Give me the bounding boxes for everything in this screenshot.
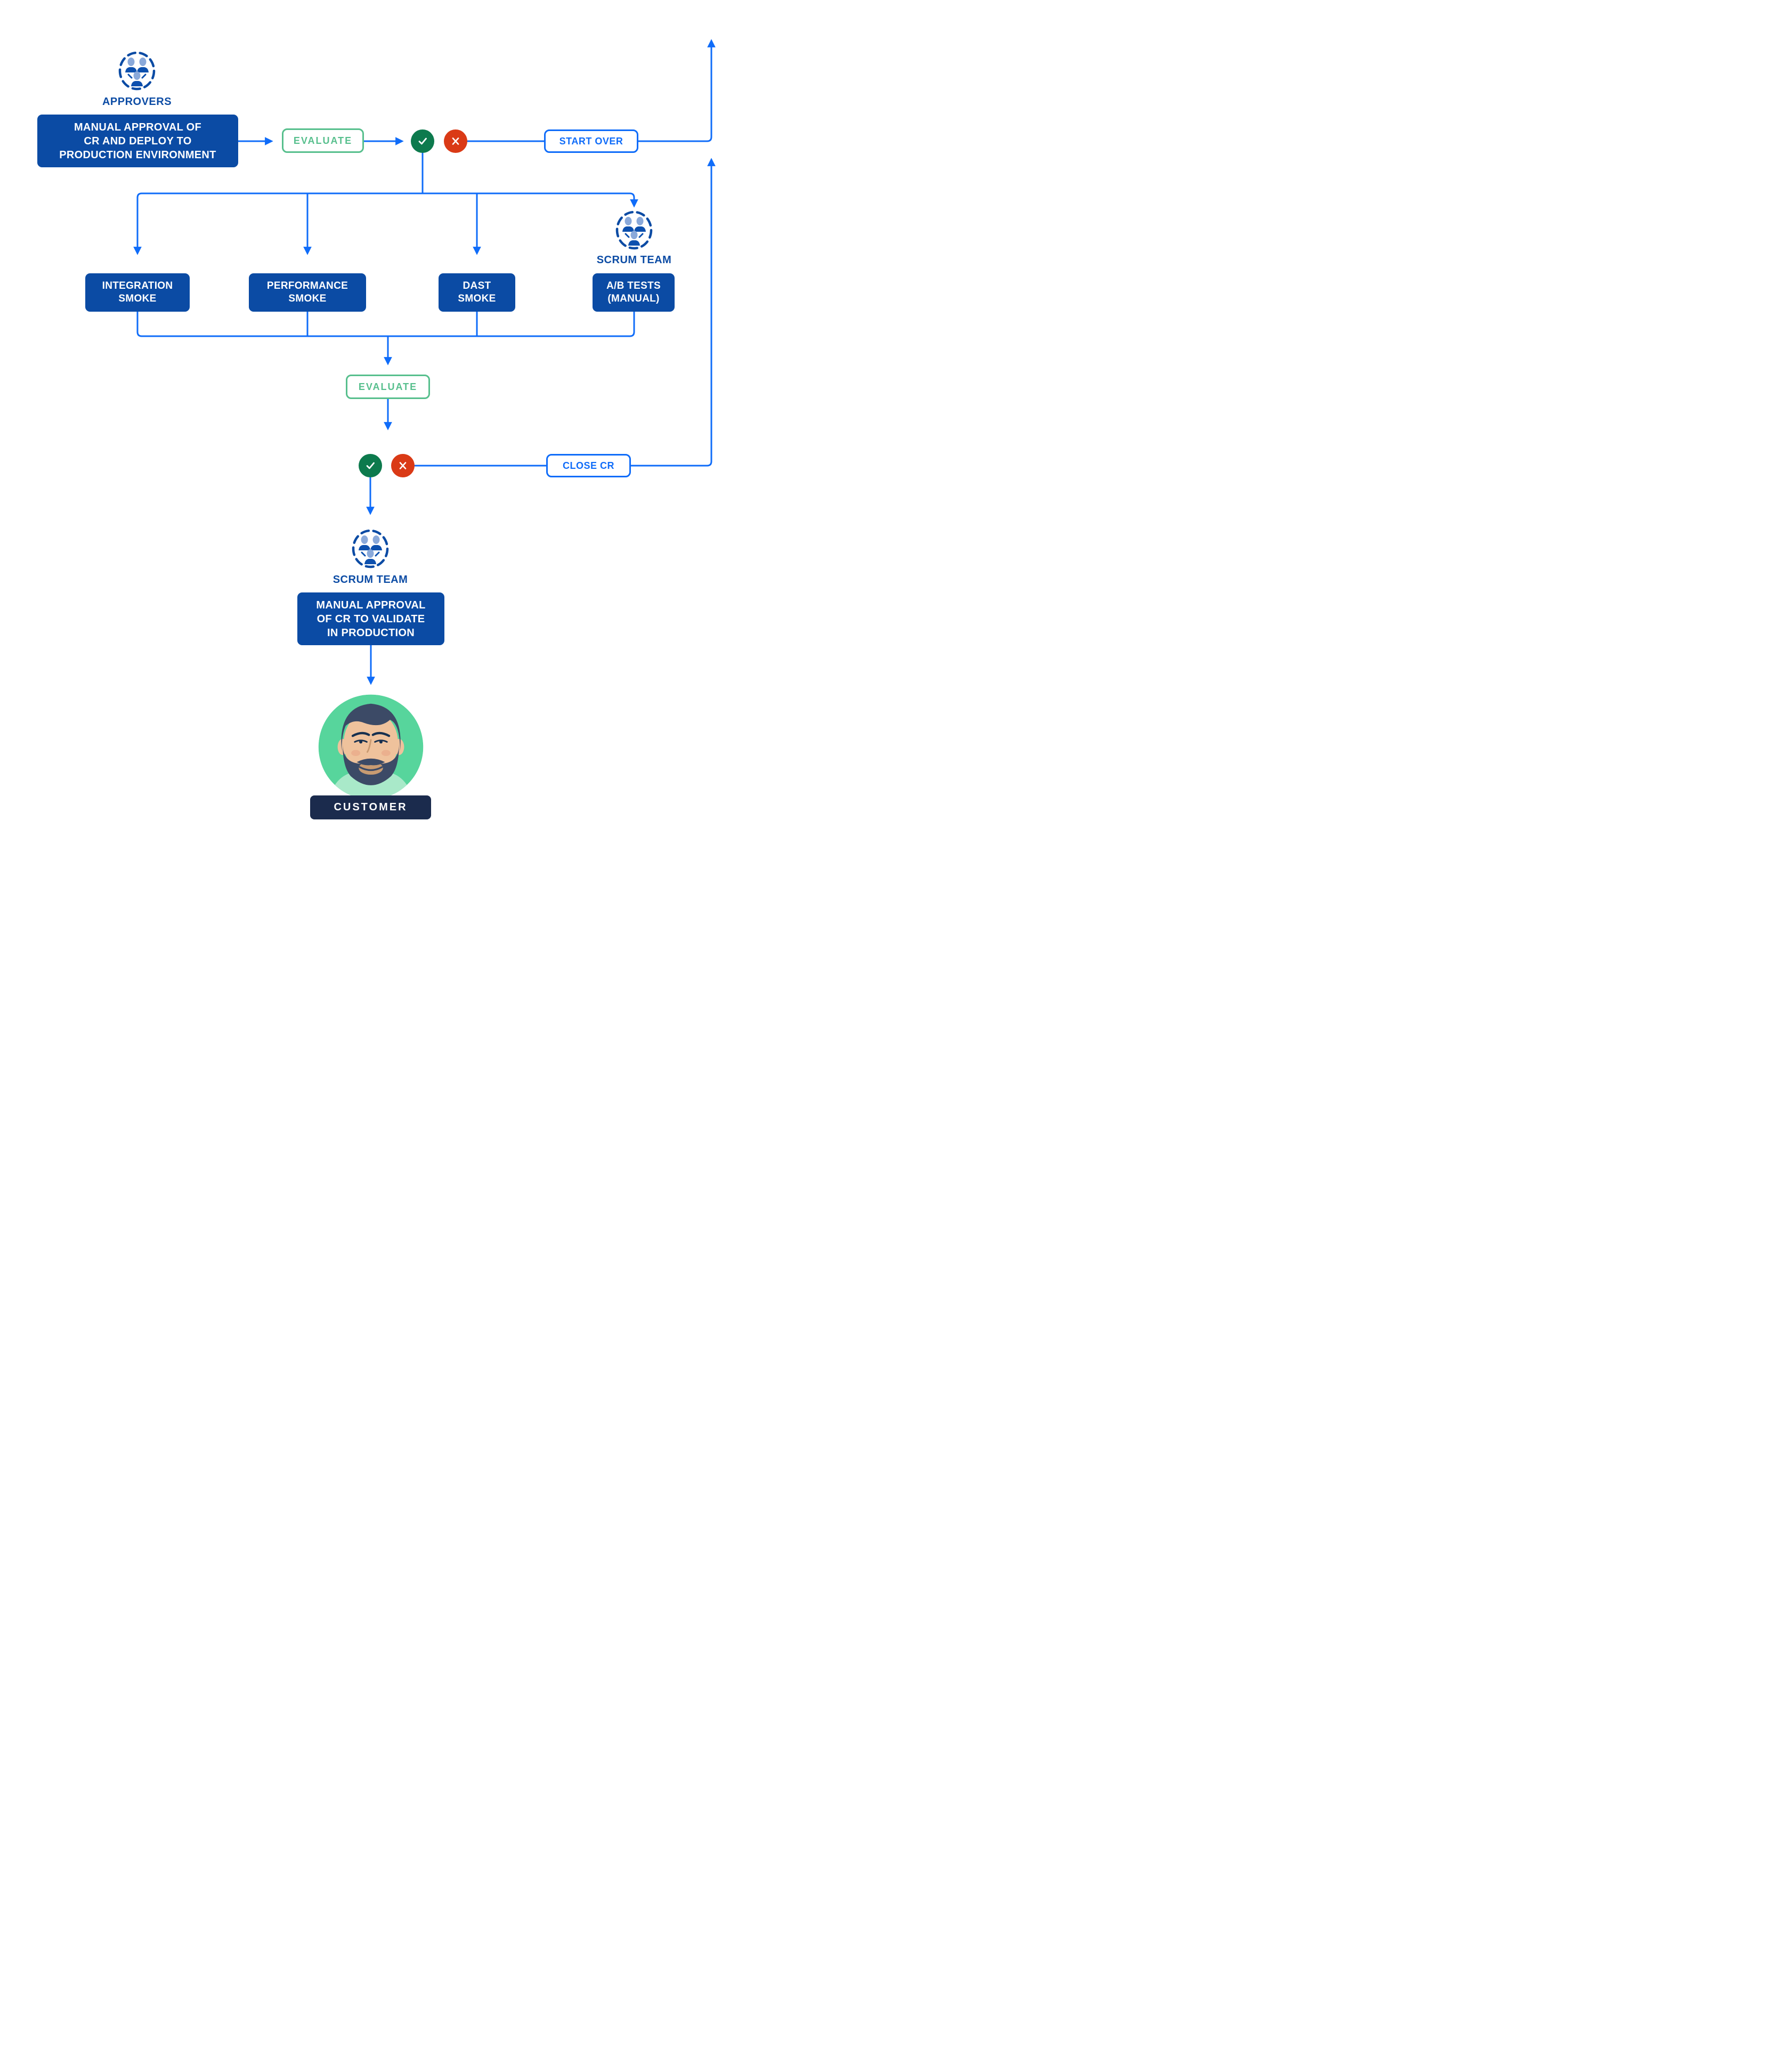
box-line: IN PRODUCTION <box>327 627 415 639</box>
x-icon <box>396 459 409 472</box>
box-line: (MANUAL) <box>607 293 660 304</box>
wire-closecr-loop-up <box>631 160 711 466</box>
reject-result-2 <box>391 454 415 477</box>
approve-result-2 <box>359 454 382 477</box>
approvers-group-icon <box>118 51 156 91</box>
evaluate-gate-2 <box>346 375 430 399</box>
scrum-team-group-icon-top <box>615 210 653 250</box>
box-line: MANUAL APPROVAL OF <box>74 121 202 133</box>
customer-avatar <box>315 692 426 802</box>
box-line: CR AND DEPLOY TO <box>84 135 192 147</box>
wire-startover-loop-up <box>638 42 711 141</box>
check-icon <box>363 459 377 473</box>
x-icon <box>449 135 462 148</box>
dast-smoke-box <box>439 273 515 312</box>
box-line: MANUAL APPROVAL <box>316 599 426 611</box>
start-over-label: START OVER <box>559 135 623 147</box>
customer-label-box <box>310 795 431 819</box>
approvers-label: APPROVERS <box>102 96 172 108</box>
flowchart-canvas <box>0 0 747 854</box>
performance-smoke-box <box>249 273 366 312</box>
check-icon <box>416 134 429 148</box>
ab-tests-manual-box <box>593 273 675 312</box>
start-over-box <box>544 129 638 153</box>
integration-smoke-box <box>85 273 190 312</box>
box-line: PERFORMANCE <box>266 280 348 291</box>
close-cr-label: CLOSE CR <box>562 460 614 471</box>
box-line: SMOKE <box>118 293 157 304</box>
close-cr-box <box>546 454 631 477</box>
wire-branch-bottom <box>137 312 634 336</box>
box-line: DAST <box>463 280 491 291</box>
reject-result-1 <box>444 129 467 153</box>
box-line: INTEGRATION <box>102 280 173 291</box>
wire-branch-top <box>137 193 634 205</box>
evaluate-label: EVALUATE <box>358 381 418 392</box>
scrum-team-group-icon-bottom <box>351 529 390 568</box>
scrum-team-label-bottom: SCRUM TEAM <box>333 574 408 586</box>
approve-result-1 <box>411 129 434 153</box>
box-line: PRODUCTION ENVIRONMENT <box>59 149 216 161</box>
manual-approval-validate-box <box>297 592 444 645</box>
box-line: A/B TESTS <box>606 280 661 291</box>
box-line: SMOKE <box>288 293 327 304</box>
evaluate-label: EVALUATE <box>293 135 353 146</box>
evaluate-gate-1 <box>282 128 364 153</box>
manual-approval-deploy-box <box>37 115 238 167</box>
customer-label: CUSTOMER <box>334 801 408 813</box>
scrum-team-label-top: SCRUM TEAM <box>596 254 672 266</box>
box-line: OF CR TO VALIDATE <box>317 613 425 625</box>
box-line: SMOKE <box>458 293 496 304</box>
